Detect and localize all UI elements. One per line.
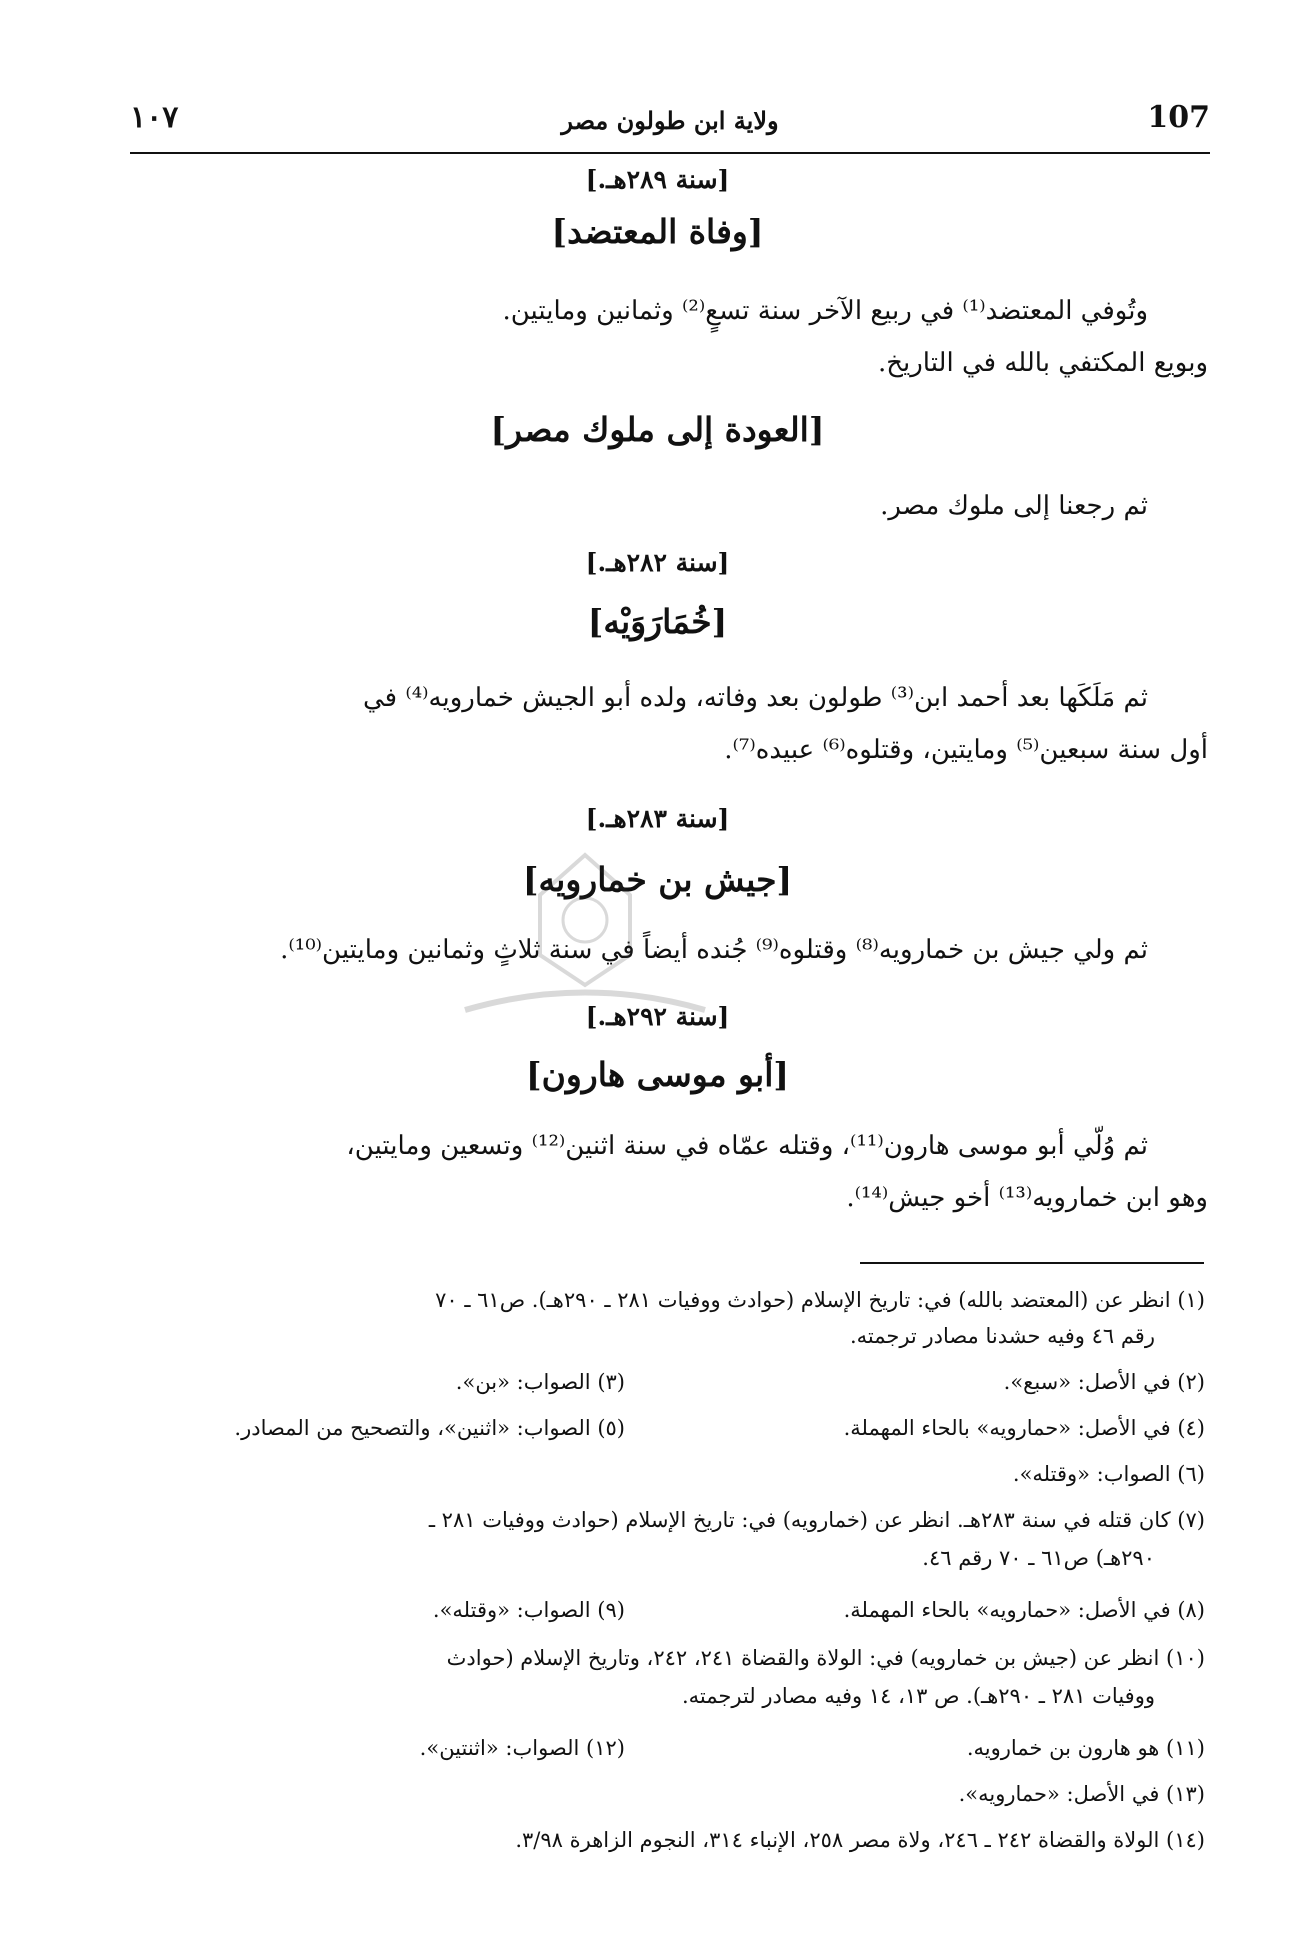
page-number-arabic: ١٠٧ bbox=[130, 100, 179, 135]
footnote: (٣) الصواب: «بن». bbox=[455, 1370, 625, 1394]
section-heading: [خُمَارَوَيْه] bbox=[587, 602, 728, 641]
footnote: (١٣) في الأصل: «حمارويه». bbox=[958, 1782, 1205, 1806]
paragraph bbox=[128, 1120, 1208, 1224]
section-heading: [وفاة المعتضد] bbox=[551, 212, 764, 251]
footnote: (٨) في الأصل: «حمارويه» بالحاء المهملة. bbox=[843, 1598, 1205, 1622]
paragraph-line: وبويع المكتفي بالله في التاريخ. bbox=[877, 348, 1208, 378]
page-header bbox=[130, 100, 1210, 150]
footnote: (١) انظر عن (المعتضد بالله) في: تاريخ الإسلام (حوادث ووفيات ٢٨١ ـ ٢٩٠هـ). ص٦١ ـ ٧٠ bbox=[435, 1288, 1205, 1312]
paragraph-line: ثم ولي جيش بن خمارويه⁽⁸⁾ وقتلوه⁽⁹⁾ جُنده أيضاً في سنة ثلاثٍ وثمانين ومايتين⁽¹⁰⁾. bbox=[280, 935, 1148, 965]
paragraph-line: ثم رجعنا إلى ملوك مصر. bbox=[880, 491, 1148, 521]
footnote: (٩) الصواب: «وقتله». bbox=[432, 1598, 625, 1622]
year-heading: [سنة ٢٩٢هـ.] bbox=[585, 1002, 730, 1031]
paragraph bbox=[128, 480, 1208, 532]
footnote: (١٠) انظر عن (جيش بن خمارويه) في: الولاة والقضاة ٢٤١، ٢٤٢، وتاريخ الإسلام (حوادث bbox=[446, 1646, 1205, 1670]
footnote: (٥) الصواب: «اثنين»، والتصحيح من المصادر. bbox=[234, 1416, 625, 1440]
section-heading: [العودة إلى ملوك مصر] bbox=[490, 410, 825, 449]
year-heading: [سنة ٢٨٩هـ.] bbox=[585, 165, 730, 194]
paragraph bbox=[128, 672, 1208, 776]
page-number-latin: 107 bbox=[1147, 100, 1210, 135]
paragraph-line: وهو ابن خمارويه⁽¹³⁾ أخو جيش⁽¹⁴⁾. bbox=[846, 1183, 1208, 1213]
footnote: (٦) الصواب: «وقتله». bbox=[1012, 1462, 1205, 1486]
footnote-continuation: ووفيات ٢٨١ ـ ٢٩٠هـ). ص ١٣، ١٤ وفيه مصادر لترجمته. bbox=[681, 1684, 1155, 1708]
footnote-continuation: ٢٩٠هـ) ص٦١ ـ ٧٠ رقم ٤٦. bbox=[922, 1546, 1155, 1570]
footnote: (٢) في الأصل: «سبع». bbox=[1003, 1370, 1205, 1394]
paragraph-line: ثم مَلَكَها بعد أحمد ابن⁽³⁾ طولون بعد وفاته، ولده أبو الجيش خمارويه⁽⁴⁾ في bbox=[362, 683, 1148, 713]
section-heading: [جيش بن خمارويه] bbox=[522, 860, 793, 899]
year-heading: [سنة ٢٨٣هـ.] bbox=[585, 804, 730, 833]
footnote-rule bbox=[860, 1262, 1204, 1264]
footnote: (١٤) الولاة والقضاة ٢٤٢ ـ ٢٤٦، ولاة مصر ٢٥٨، الإنباء ٣١٤، النجوم الزاهرة ٣/٩٨. bbox=[515, 1828, 1205, 1852]
footnote: (٧) كان قتله في سنة ٢٨٣هـ. انظر عن (خمارويه) في: تاريخ الإسلام (حوادث ووفيات ٢٨١ ـ bbox=[428, 1508, 1205, 1532]
footnote: (١١) هو هارون بن خمارويه. bbox=[966, 1736, 1205, 1760]
footnote-continuation: رقم ٤٦ وفيه حشدنا مصادر ترجمته. bbox=[849, 1324, 1155, 1348]
paragraph-line: وتُوفي المعتضد⁽¹⁾ في ربيع الآخر سنة تسعٍ⁽²⁾ وثمانين ومايتين. bbox=[502, 296, 1148, 326]
header-rule bbox=[130, 152, 1210, 154]
footnote: (٤) في الأصل: «حمارويه» بالحاء المهملة. bbox=[843, 1416, 1205, 1440]
paragraph-line: ثم وُلّي أبو موسى هارون⁽¹¹⁾، وقتله عمّاه في سنة اثنين⁽¹²⁾ وتسعين ومايتين، bbox=[346, 1131, 1148, 1161]
section-heading: [أبو موسى هارون] bbox=[525, 1055, 790, 1094]
paragraph bbox=[128, 285, 1208, 389]
paragraph-line: أول سنة سبعين⁽⁵⁾ ومايتين، وقتلوه⁽⁶⁾ عبيده⁽⁷⁾. bbox=[724, 735, 1208, 765]
footnote: (١٢) الصواب: «اثنتين». bbox=[419, 1736, 625, 1760]
year-heading: [سنة ٢٨٢هـ.] bbox=[585, 548, 730, 577]
running-title: ولاية ابن طولون مصر bbox=[561, 106, 779, 135]
